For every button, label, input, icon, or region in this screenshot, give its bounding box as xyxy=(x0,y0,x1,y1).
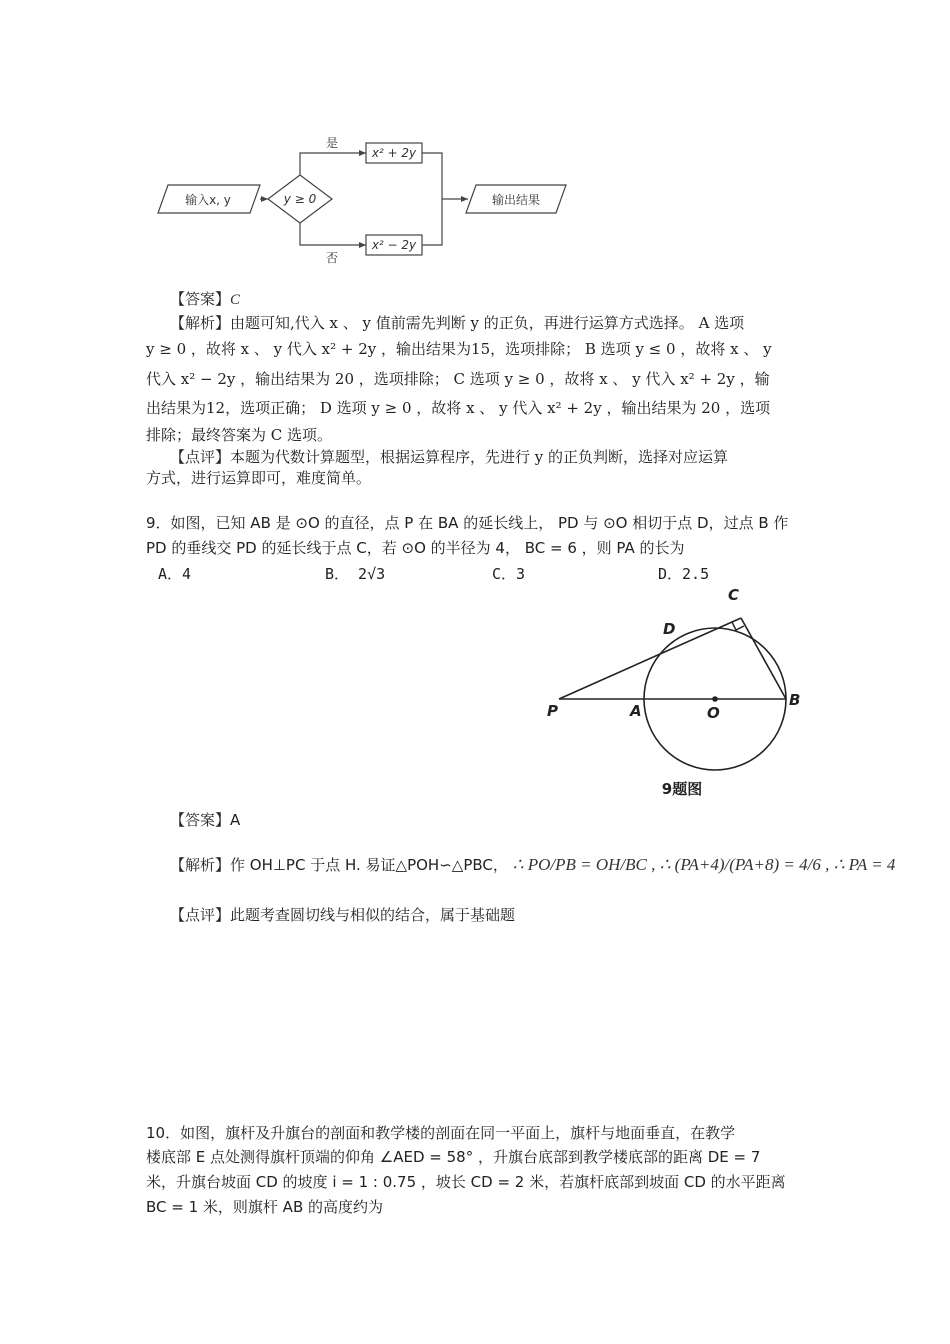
q9-option-b: B． 2√3 xyxy=(325,565,386,583)
q9-comment xyxy=(170,905,835,925)
label-a: A xyxy=(630,702,642,720)
q9-analysis xyxy=(170,855,896,875)
center-dot xyxy=(712,696,718,702)
q8-answer-tag: 【答案】 xyxy=(170,290,231,308)
label-o: O xyxy=(707,704,720,722)
q8-analysis-tag: 【解析】 xyxy=(170,314,231,332)
q9-analysis-text: 作 OH⊥PC 于点 H. 易证△POH∽△PBC， xyxy=(230,856,508,874)
yes-label: 是 xyxy=(325,136,339,150)
q8-analysis-line-5: 排除；最终答案为 C 选项。 xyxy=(146,426,333,444)
q8-analysis-line-3: 代入 x² − 2y ，输出结果为 20 ，选项排除； C 选项 y ≥ 0 ，故将 x 、 y 代入 x² + 2y ，输 xyxy=(146,370,770,388)
q9-analysis-math: ∴ PO/PB = OH/BC , ∴ (PA+4)/(PA+8) = 4/6 , ∴ PA = 4 xyxy=(512,855,896,874)
condition-label: y ≥ 0 xyxy=(283,192,317,206)
q8-analysis-line-2: y ≥ 0 ，故将 x 、 y 代入 x² + 2y ，输出结果为15，选项排除； B 选项 y ≤ 0 ，故将 x 、 y xyxy=(146,340,772,358)
no-label: 否 xyxy=(325,251,339,265)
q10-stem-line-2: 楼底部 E 点处测得旗杆顶端的仰角 ∠AED = 58° ，升旗台底部到教学楼底部的距离 DE = 7 xyxy=(146,1148,761,1166)
q9-analysis-tag: 【解析】 xyxy=(170,856,231,874)
q8-comment-tag: 【点评】 xyxy=(170,448,231,466)
q10-stem-line-4: BC = 1 米，则旗杆 AB 的高度约为 xyxy=(146,1198,384,1216)
label-c: C xyxy=(728,586,740,604)
q9-stem-line-1: 9．如图，已知 AB 是 ⊙O 的直径，点 P 在 BA 的延长线上， PD 与 ⊙O 相切于点 D，过点 B 作 xyxy=(146,514,789,532)
line-pc xyxy=(559,618,741,699)
right-angle-mark xyxy=(732,622,744,630)
flowchart xyxy=(150,125,570,270)
q10-stem-line-1: 10．如图，旗杆及升旗台的剖面和教学楼的剖面在同一平面上，旗杆与地面垂直，在教学 xyxy=(146,1124,736,1142)
figure-caption: 9题图 xyxy=(661,780,703,798)
q8-comment-line-1 xyxy=(170,447,835,467)
q8-analysis-line-4: 出结果为12，选项正确； D 选项 y ≥ 0 ，故将 x 、 y 代入 x² + 2y ，输出结果为 20 ，选项 xyxy=(146,399,771,417)
q9-option-c: C．3 xyxy=(492,565,526,583)
q9-figure xyxy=(535,582,815,802)
output-label: 输出结果 xyxy=(491,193,541,207)
label-d: D xyxy=(663,620,676,638)
yes-box-label: x² + 2y xyxy=(371,146,417,160)
q9-answer-value: A xyxy=(230,811,241,829)
q8-analysis-line-1 xyxy=(170,313,835,333)
q9-answer xyxy=(170,810,835,830)
q8-comment-line-2: 方式，进行运算即可，难度简单。 xyxy=(146,469,372,487)
q8-analysis-text-1: 由题可知,代入 x 、 y 值前需先判断 y 的正负，再进行运算方式选择。 A 选项 xyxy=(230,314,745,332)
label-b: B xyxy=(789,691,801,709)
q9-answer-tag: 【答案】 xyxy=(170,811,231,829)
input-label: 输入x, y xyxy=(185,193,231,207)
label-p: P xyxy=(547,702,558,720)
q9-option-a: A．4 xyxy=(158,565,192,583)
q9-comment-text: 此题考查圆切线与相似的结合，属于基础题 xyxy=(230,906,516,924)
q8-answer-value: C xyxy=(230,292,241,308)
q8-comment-text-1: 本题为代数计算题型，根据运算程序，先进行 y 的正负判断，选择对应运算 xyxy=(230,448,729,466)
q10-stem-line-3: 米，升旗台坡面 CD 的坡度 i = 1 : 0.75 ，坡长 CD = 2 米，若旗杆底部到坡面 CD 的水平距离 xyxy=(146,1173,786,1191)
q8-answer xyxy=(170,289,835,310)
line-bc xyxy=(741,618,786,699)
q9-comment-tag: 【点评】 xyxy=(170,906,231,924)
q9-option-d: D．2.5 xyxy=(658,565,710,583)
q9-stem-line-2: PD 的垂线交 PD 的延长线于点 C，若 ⊙O 的半径为 4， BC = 6 ，则 PA 的长为 xyxy=(146,539,685,557)
no-box-label: x² − 2y xyxy=(371,238,417,252)
